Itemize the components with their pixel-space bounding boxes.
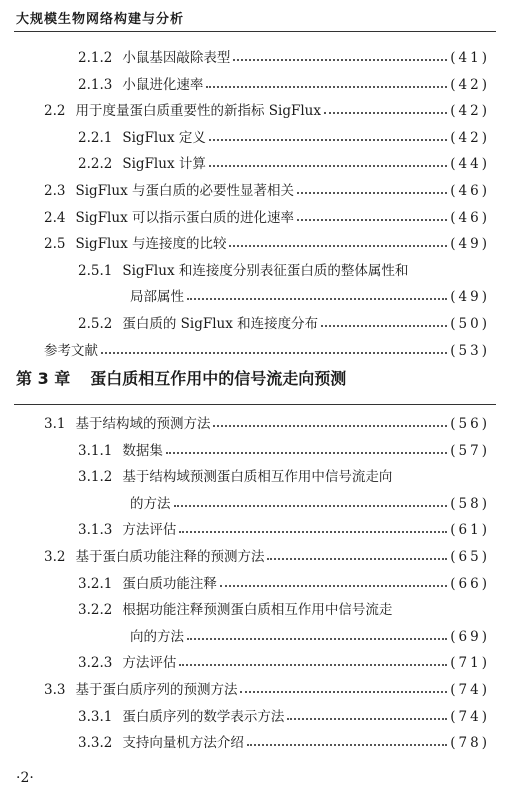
dot-leader: [297, 219, 447, 221]
toc-entry-page: (74): [450, 682, 490, 698]
toc-entry-number: 3.1.1: [78, 442, 113, 459]
chapter-title: 蛋白质相互作用中的信号流走向预测: [90, 368, 347, 388]
dot-leader: [267, 558, 447, 560]
toc-entry-title: 蛋白质功能注释: [122, 575, 217, 592]
toc-entry: [0, 46, 510, 72]
toc-entry-number: 2.3: [44, 183, 66, 199]
toc-entry-number: 2.5.1: [78, 262, 113, 279]
toc-entry-page: (50): [450, 316, 490, 332]
dot-leader: [206, 86, 447, 88]
toc-entry-title: 根据功能注释预测蛋白质相互作用中信号流走: [122, 602, 393, 619]
toc-entry-title: 小鼠进化速率: [122, 76, 204, 93]
toc-entry: [0, 312, 510, 338]
page-number: ·2·: [16, 770, 34, 786]
toc-entry-page: (61): [450, 522, 490, 539]
header-rule: [14, 31, 496, 32]
toc-entry: [0, 492, 510, 518]
toc-entry-number: 3.3.1: [78, 708, 113, 725]
dot-leader: [174, 505, 448, 507]
dot-leader: [287, 718, 447, 720]
toc-entry-page: (42): [450, 129, 490, 146]
toc-entry: [0, 285, 510, 311]
toc-entry-page: (46): [450, 209, 490, 226]
toc-entry-number: 2.5: [44, 236, 66, 253]
toc-entry: [0, 206, 510, 232]
toc-entry-page: (42): [450, 76, 490, 93]
toc-entry-title: 基于结构域的预测方法: [75, 416, 211, 432]
toc-entry: [0, 259, 510, 285]
toc-entry-number: 2.5.2: [78, 316, 113, 332]
toc-entry-number: 2.1.3: [78, 76, 113, 93]
toc-entry-title: SigFlux 与连接度的比较: [75, 236, 227, 253]
dot-leader: [247, 744, 447, 746]
toc-entry-number: 3.2.3: [78, 655, 113, 672]
dot-leader: [220, 585, 447, 587]
toc-entry: [0, 598, 510, 624]
toc-entry-number: 2.1.2: [78, 50, 113, 66]
toc-entry-title: SigFlux 可以指示蛋白质的进化速率: [75, 209, 294, 226]
toc-entry-page: (42): [450, 103, 490, 120]
toc-entry-number: 3.3: [44, 682, 66, 698]
toc-entry-title: SigFlux 计算: [122, 156, 206, 173]
chapter-heading: [16, 362, 494, 392]
toc-entry-page: (78): [450, 735, 490, 752]
toc-entry-page: (53): [450, 342, 490, 359]
toc-entry-title: 局部属性: [130, 289, 184, 306]
toc-entry-page: (44): [450, 156, 490, 173]
toc-entry-title: 基于蛋白质序列的预测方法: [75, 682, 238, 698]
dot-leader: [187, 298, 447, 300]
dot-leader: [240, 691, 447, 693]
toc-entry: [0, 572, 510, 598]
dot-leader: [179, 664, 447, 666]
toc-entry: [0, 439, 510, 465]
dot-leader: [187, 638, 447, 640]
toc-entry: [0, 126, 510, 152]
toc-entry: [0, 651, 510, 677]
toc-entry-number: 3.1.3: [78, 522, 113, 539]
toc-entry-page: (49): [450, 236, 490, 253]
toc-entry-title: 数据集: [122, 442, 163, 459]
toc-entry-number: 3.2: [44, 549, 66, 565]
chapter-number: 第 3 章: [16, 368, 71, 388]
toc-entry-number: 3.2.1: [78, 575, 113, 592]
dot-leader: [166, 452, 447, 454]
toc-entry-title: 基于蛋白质功能注释的预测方法: [75, 549, 265, 565]
toc-entry: [0, 179, 510, 205]
toc-entry-title: 方法评估: [122, 522, 177, 539]
toc-entry-title: SigFlux 定义: [122, 129, 206, 146]
toc-entry-page: (41): [450, 50, 490, 66]
running-head: 大规模生物网络构建与分析: [16, 12, 185, 27]
dot-leader: [209, 165, 447, 167]
dot-leader: [209, 139, 447, 141]
dot-leader: [324, 112, 447, 114]
dot-leader: [101, 352, 447, 354]
toc-entry-page: (56): [450, 416, 490, 432]
dot-leader: [213, 425, 447, 427]
toc-entry: [0, 73, 510, 99]
toc-entry-page: (65): [450, 549, 490, 565]
toc-entry-title: 支持向量机方法介绍: [122, 735, 244, 752]
toc-entry-number: 2.2.1: [78, 129, 113, 146]
toc-entry-title: SigFlux 与蛋白质的必要性显著相关: [75, 183, 294, 199]
toc-entry: [0, 678, 510, 704]
toc-entry: [0, 545, 510, 571]
toc-entry: [0, 705, 510, 731]
toc-entry-page: (57): [450, 442, 490, 459]
toc-entry-number: 3.1: [44, 416, 66, 432]
toc-entry: [0, 625, 510, 651]
toc-entry: [0, 152, 510, 178]
dot-leader: [179, 531, 447, 533]
dot-leader: [233, 59, 447, 61]
toc-entry: [0, 465, 510, 491]
toc-entry-title: 参考文献: [44, 342, 98, 359]
toc-entry-page: (69): [450, 628, 490, 645]
toc-entry-page: (46): [450, 183, 490, 199]
toc-entry-page: (49): [450, 289, 490, 306]
toc-entry-title: 用于度量蛋白质重要性的新指标 SigFlux: [75, 103, 321, 120]
toc-entry-title: 小鼠基因敲除表型: [122, 50, 231, 66]
toc-entry: [0, 518, 510, 544]
toc-entry-number: 2.2.2: [78, 156, 113, 173]
toc-entry-title: 的方法: [130, 495, 171, 512]
toc-entry: [0, 339, 510, 365]
toc-entry-number: 2.2: [44, 103, 66, 120]
dot-leader: [297, 192, 447, 194]
toc-entry: [0, 232, 510, 258]
toc-entry: [0, 99, 510, 125]
toc-entry-page: (71): [450, 655, 490, 672]
toc-entry-number: 3.2.2: [78, 602, 113, 619]
toc-entry-title: 向的方法: [130, 628, 184, 645]
toc-entry-title: SigFlux 和连接度分别表征蛋白质的整体属性和: [122, 262, 409, 279]
toc-entry-page: (74): [450, 708, 490, 725]
chapter-rule: [14, 404, 496, 405]
toc-entry-number: 3.1.2: [78, 469, 113, 486]
toc-entry-title: 蛋白质的 SigFlux 和连接度分布: [122, 316, 319, 332]
toc-entry-number: 2.4: [44, 209, 66, 226]
toc-entry-page: (66): [450, 575, 490, 592]
dot-leader: [229, 245, 447, 247]
dot-leader: [321, 325, 447, 327]
toc-entry: [0, 731, 510, 757]
toc-entry-title: 基于结构域预测蛋白质相互作用中信号流走向: [122, 469, 393, 486]
toc-entry-number: 3.3.2: [78, 735, 113, 752]
toc-entry: [0, 412, 510, 438]
toc-entry-title: 方法评估: [122, 655, 177, 672]
toc-entry-title: 蛋白质序列的数学表示方法: [122, 708, 285, 725]
toc-entry-page: (58): [450, 495, 490, 512]
